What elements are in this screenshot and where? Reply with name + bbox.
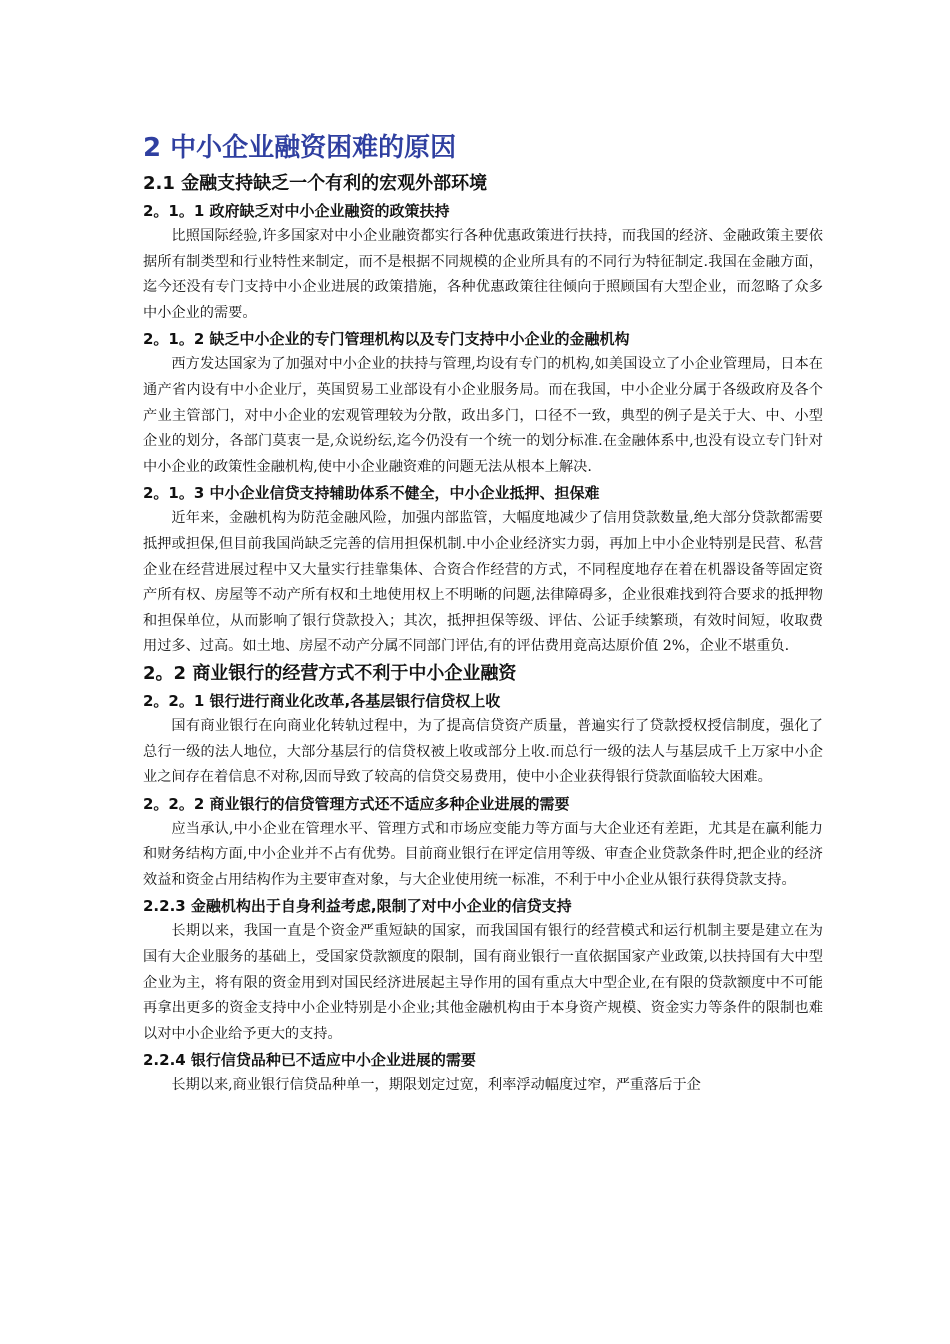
subsection-heading: 2.2.3 金融机构出于自身利益考虑,限制了对中小企业的信贷支持 xyxy=(143,897,572,916)
section-heading: 2.1 金融支持缺乏一个有利的宏观外部环境 xyxy=(143,173,488,194)
subsection-heading: 2。1。3 中小企业信贷支持辅助体系不健全，中小企业抵押、担保难 xyxy=(143,484,600,503)
subsection-heading: 2。2。1 银行进行商业化改革,各基层银行信贷权上收 xyxy=(143,691,501,710)
subsection-heading: 2.2.4 银行信贷品种已不适应中小企业进展的需要 xyxy=(143,1051,476,1070)
paragraph: 近年来，金融机构为防范金融风险，加强内部监管，大幅度地减少了信用贷款数量,绝大部分贷款都需要抵押或担保,但目前我国尚缺乏完善的信用担保机制.中小企业经济实力弱，再加上中小企业特别是民营、私营企业在经营进展过程中又大量实行挂靠集体、合资合作经营的方式，不同程度地存在着在机器设备等固定资产所有权、房屋等不动产所有权和土地使用权上不明晰的问题,法律障碍多，企业很难找到符合要求的抵押物和担保单位，从而影响了银行贷款投入；其次，抵押担保等级、评估、公证手续繁琐，有效时间短，收取费用过多、过高。如土地、房屋不动产分属不同部门评估,有的评估费用竟高达原价值 2%，企业不堪重负. xyxy=(143,510,823,655)
page-title: 2 中小企业融资困难的原因 xyxy=(143,133,457,163)
paragraph: 国有商业银行在向商业化转轨过程中，为了提高信贷资产质量，普遍实行了贷款授权授信制度，强化了总行一级的法人地位，大部分基层行的信贷权被上收或部分上收.而总行一级的法人与基层成千上万家中小企业之间存在着信息不对称,因而导致了较高的信贷交易费用，使中小企业获得银行贷款面临较大困难。 xyxy=(143,717,823,786)
paragraph: 西方发达国家为了加强对中小企业的扶持与管理,均设有专门的机构,如美国设立了小企业管理局，日本在通产省内设有中小企业厅，英国贸易工业部设有小企业服务局。而在我国，中小企业分属于各级政府及各个产业主管部门，对中小企业的宏观管理较为分散，政出多门，口径不一致，典型的例子是关于大、中、小型企业的划分，各部门莫衷一是,众说纷纭,迄今仍没有一个统一的划分标准.在金融体系中,也没有设立专门针对中小企业的政策性金融机构,使中小企业融资难的问题无法从根本上解决. xyxy=(143,356,823,475)
section-heading: 2。2 商业银行的经营方式不利于中小企业融资 xyxy=(143,662,517,684)
subsection-heading: 2。2。2 商业银行的信贷管理方式还不适应多种企业进展的需要 xyxy=(143,794,570,813)
document-body xyxy=(143,126,823,1099)
paragraph: 长期以来,商业银行信贷品种单一，期限划定过宽，利率浮动幅度过窄，严重落后于企 xyxy=(171,1077,701,1094)
subsection-heading: 2。1。2 缺乏中小企业的专门管理机构以及专门支持中小企业的金融机构 xyxy=(143,330,630,349)
subsection-heading: 2。1。1 政府缺乏对中小企业融资的政策扶持 xyxy=(143,202,450,220)
paragraph: 应当承认,中小企业在管理水平、管理方式和市场应变能力等方面与大企业还有差距，尤其是在赢利能力和财务结构方面,中小企业并不占有优势。目前商业银行在评定信用等级、审查企业贷款条件时,把企业的经济效益和资金占用结构作为主要审查对象，与大企业使用统一标准，不利于中小企业从银行获得贷款支持。 xyxy=(143,820,823,888)
paragraph: 长期以来，我国一直是个资金严重短缺的国家，而我国国有银行的经营模式和运行机制主要是建立在为国有大企业服务的基础上，受国家贷款额度的限制，国有商业银行一直依据国家产业政策,以扶持国有大中型企业为主，将有限的资金用到对国民经济进展起主导作用的国有重点大中型企业,在有限的贷款额度中不可能再拿出更多的资金支持中小企业特别是小企业;其他金融机构由于本身资产规模、资金实力等条件的限制也难以对中小企业给予更大的支持。 xyxy=(143,923,823,1042)
paragraph: 比照国际经验,许多国家对中小企业融资都实行各种优惠政策进行扶持，而我国的经济、金融政策主要依据所有制类型和行业特性来制定，而不是根据不同规模的企业所具有的不同行为特征制定.我国在金融方面，迄今还没有专门支持中小企业进展的政策措施，各种优惠政策往往倾向于照顾国有大型企业，而忽略了众多中小企业的需要。 xyxy=(143,228,823,321)
